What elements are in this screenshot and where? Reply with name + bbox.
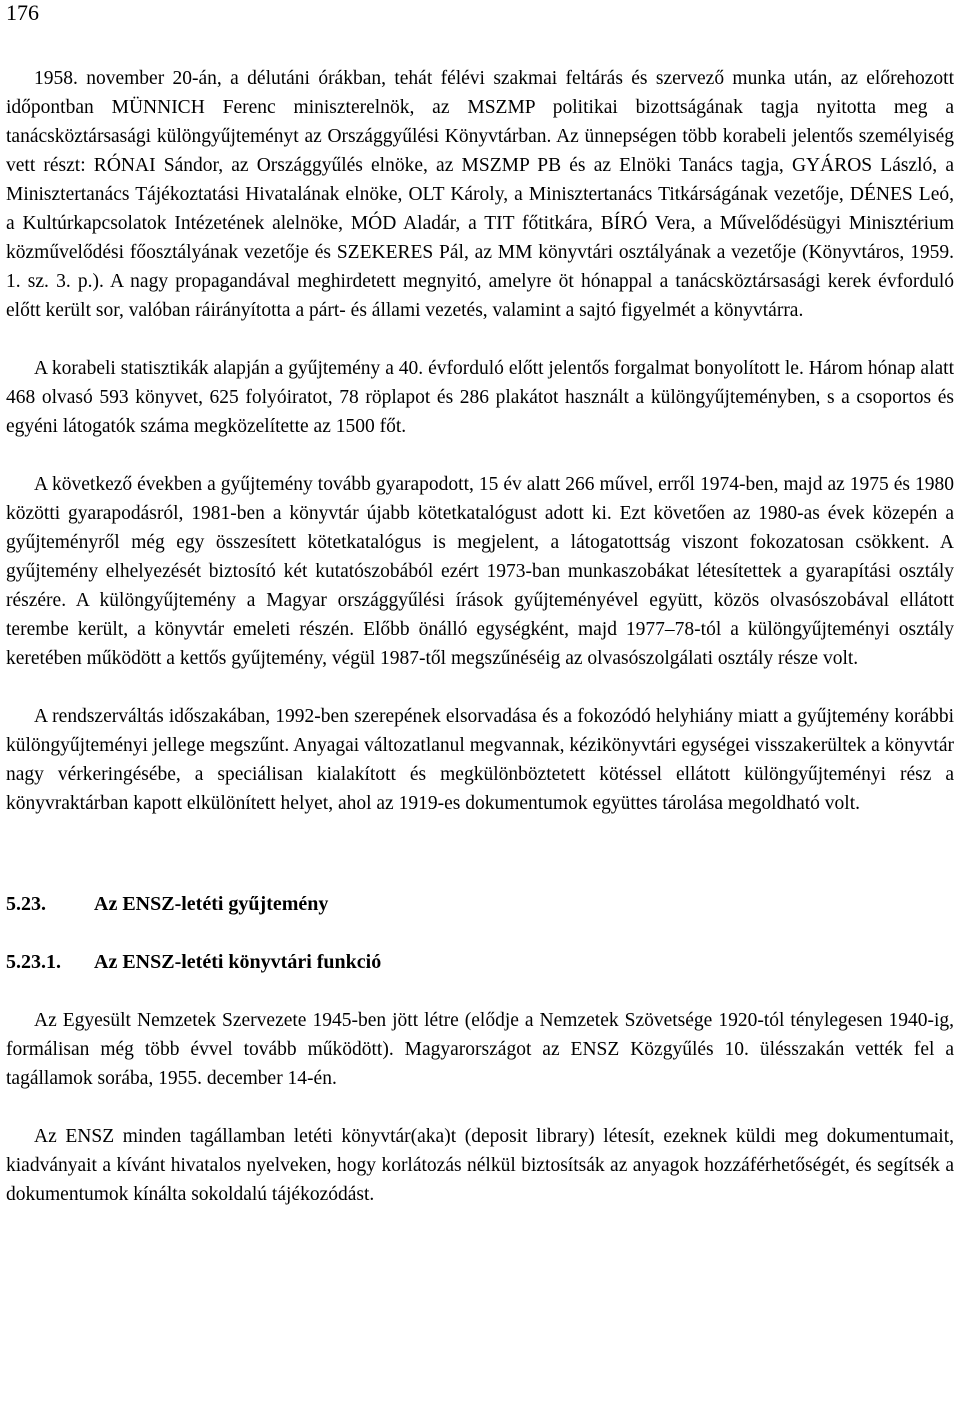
subsection-number: 5.23.1. — [6, 951, 61, 973]
paragraph-5: Az Egyesült Nemzetek Szervezete 1945-ben jött létre (elődje a Nemzetek Szövetsége 1920-tól ténylegesen 1940-ig, formálisan még több évvel tovább működött). Magyarországot az ENSZ Közgyűlés 10. ülésszakán vették fel a tagállamok sorába, 1955. december 14-én. — [6, 1010, 954, 1089]
paragraph-4: A rendszerváltás időszakában, 1992-ben szerepének elsorvadása és a fokozódó helyhiány miatt a gyűjtemény korábbi különgyűjteményi jellege megszűnt. Anyagai változatlanul megvannak, kézikönyvtári egységei visszakerültek a könyvtár nagy vérkeringésébe, a speciálisan kialakított és megkülönböztetett kötéssel ellátott különgyűjteményi rész a könyvraktárban kapott elkülönített helyet, ahol az 1919-es dokumentumok együttes tárolása megoldható volt. — [6, 706, 954, 814]
subsection-title: Az ENSZ-letéti könyvtári funkció — [94, 951, 382, 973]
section-heading-5-23-1 — [6, 948, 381, 976]
section-heading-5-23 — [6, 890, 328, 918]
paragraph-1: 1958. november 20-án, a délutáni órákban, tehát félévi szakmai feltárás és szervező munka után, az előrehozott időpontban MÜNNICH Ferenc miniszterelnök, az MSZMP politikai bizottságának tagja nyitotta meg a tanácsköztársasági különgyűjteményt az Országgyűlési Könyvtárban. Az ünnepségen több korabeli jelentős személyiség vett részt: RÓNAI Sándor, az Országgyűlés elnöke, az MSZMP PB és az Elnöki Tanács tagja, GYÁROS László, a Minisztertanács Tájékoztatási Hivatalának elnöke, OLT Károly, a Minisztertanács Titkárságának vezetője, DÉNES Leó, a Kultúrkapcsolatok Intézetének alelnöke, MÓD Aladár, a TIT főtitkára, BÍRÓ Vera, a Művelődésügyi Minisztérium közművelődési főosztályának vezetője és SZEKERES Pál, az MM könyvtári osztályának a vezetője (Könyvtáros, 1959. 1. sz. 3. p.). A nagy propagandával meghirdetett megnyitó, amelyre öt hónappal a tanácsköztársasági kerek évforduló előtt került sor, valóban ráirányította a párt- és állami vezetés, valamint a sajtó figyelmét a könyvtárra. — [6, 68, 954, 321]
paragraph-2: A korabeli statisztikák alapján a gyűjtemény a 40. évforduló előtt jelentős forgalmat bonyolított le. Három hónap alatt 468 olvasó 593 könyvet, 625 folyóiratot, 78 röplapot és 286 plakátot használt a különgyűjteményben, s a csoportos és egyéni látogatók száma megközelítette az 1500 főt. — [6, 358, 954, 437]
paragraph-3: A következő években a gyűjtemény tovább gyarapodott, 15 év alatt 266 művel, erről 1974-ben, majd az 1975 és 1980 közötti gyarapodásról, 1981-ben a könyvtár újabb kötetkatalógust adott ki. Ezt követően az 1980-as évek közepén a gyűjteményről még egy összesített kötetkatalógus is megjelent, a látogatottság viszont fokozatosan csökkent. A gyűjtemény elhelyezését biztosító két kutatószobából ezért 1973-ban munkaszobákat létesítettek a gyarapítási osztály részére. A különgyűjtemény a Magyar országgyűlési írások gyűjteményével együtt, közös olvasószobával ellátott terembe került, a könyvtár emeleti részén. Előbb önálló egységként, majd 1977–78-tól a különgyűjteményi osztály keretében működött a kettős gyűjtemény, végül 1987-től megszűnéséig az olvasószolgálati osztály része volt. — [6, 474, 954, 669]
section-title: Az ENSZ-letéti gyűjtemény — [94, 893, 329, 915]
paragraph-6: Az ENSZ minden tagállamban letéti könyvtár(aka)t (deposit library) létesít, ezeknek küldi meg dokumentumait, kiadványait a kívánt hivatalos nyelveken, hogy korlátozás nélkül biztosítsák az anyagok hozzáférhetőségét, és segítsék a dokumentumok kínálta sokoldalú tájékozódást. — [6, 1126, 954, 1205]
page-number: 176 — [6, 0, 39, 25]
section-number: 5.23. — [6, 893, 46, 915]
